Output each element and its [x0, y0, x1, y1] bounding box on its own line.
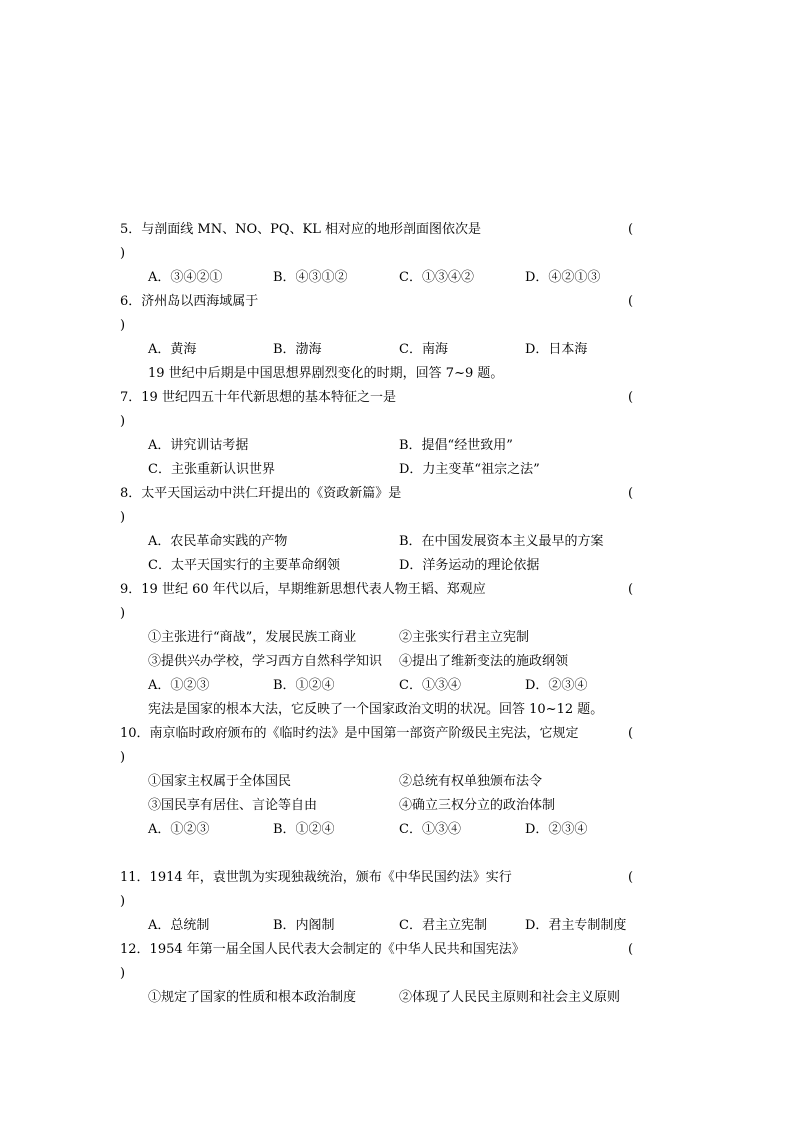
q10-option-d: D．②③④ — [525, 822, 588, 837]
q6-option-b: B．渤海 — [273, 342, 322, 357]
q11-close-paren: ) — [120, 894, 126, 909]
q8-option-d: D．洋务运动的理论依据 — [399, 558, 540, 573]
q11-option-c: C．君主立宪制 — [399, 918, 487, 933]
q7-option-c: C．主张重新认识世界 — [148, 462, 275, 477]
q9-statement-3: ③提供兴办学校，学习西方自然科学知识 — [148, 654, 383, 669]
q8-option-b: B．在中国发展资本主义最早的方案 — [399, 534, 604, 549]
q11-option-b: B．内阁制 — [273, 918, 335, 933]
q11-stem: 11．1914 年，袁世凯为实现独裁统治，颁布《中华民国约法》实行 — [120, 870, 512, 885]
q9-close-paren: ) — [120, 606, 126, 621]
section-intro-7-9: 19 世纪中后期是中国思想界剧烈变化的时期，回答 7~9 题。 — [148, 366, 504, 381]
q12-open-paren: ( — [628, 942, 634, 957]
q9-option-d: D．②③④ — [525, 678, 588, 693]
q6-close-paren: ) — [120, 318, 126, 333]
q11-open-paren: ( — [628, 870, 634, 885]
q9-open-paren: ( — [628, 582, 634, 597]
q10-open-paren: ( — [628, 726, 634, 741]
q5-option-b: B．④③①② — [273, 270, 348, 285]
q5-option-a: A．③④②① — [148, 270, 223, 285]
q10-statement-1: ①国家主权属于全体国民 — [148, 774, 292, 789]
q11-option-d: D．君主专制制度 — [525, 918, 627, 933]
q8-stem: 8．太平天国运动中洪仁玕提出的《资政新篇》是 — [120, 486, 402, 501]
q5-option-d: D．④②①③ — [525, 270, 601, 285]
q9-stem: 9．19 世纪 60 年代以后，早期维新思想代表人物王韬、郑观应 — [120, 582, 486, 597]
section-intro-10-12: 宪法是国家的根本大法，它反映了一个国家政治文明的状况。回答 10~12 题。 — [148, 702, 604, 717]
q9-statement-4: ④提出了维新变法的施政纲领 — [399, 654, 569, 669]
q10-option-c: C．①③④ — [399, 822, 461, 837]
q6-option-d: D．日本海 — [525, 342, 588, 357]
q9-option-c: C．①③④ — [399, 678, 461, 693]
q11-option-a: A．总统制 — [148, 918, 210, 933]
q8-open-paren: ( — [628, 486, 634, 501]
q7-option-d: D．力主变革“祖宗之法” — [399, 462, 540, 477]
q10-close-paren: ) — [120, 750, 126, 765]
q12-close-paren: ) — [120, 966, 126, 981]
q5-option-c: C．①③④② — [399, 270, 474, 285]
q9-option-a: A．①②③ — [148, 678, 210, 693]
q10-option-a: A．①②③ — [148, 822, 210, 837]
q5-close-paren: ) — [120, 246, 126, 261]
q10-statement-3: ③国民享有居住、言论等自由 — [148, 798, 318, 813]
q6-stem: 6．济州岛以西海域属于 — [120, 294, 259, 309]
q7-close-paren: ) — [120, 414, 126, 429]
q12-stem: 12．1954 年第一届全国人民代表大会制定的《中华人民共和国宪法》 — [120, 942, 525, 957]
q6-open-paren: ( — [628, 294, 634, 309]
q10-stem: 10．南京临时政府颁布的《临时约法》是中国第一部资产阶级民主宪法，它规定 — [120, 726, 579, 741]
q8-close-paren: ) — [120, 510, 126, 525]
q12-statement-1: ①规定了国家的性质和根本政治制度 — [148, 990, 357, 1005]
q6-option-c: C．南海 — [399, 342, 448, 357]
q9-statement-2: ②主张实行君主立宪制 — [399, 630, 530, 645]
q7-stem: 7．19 世纪四五十年代新思想的基本特征之一是 — [120, 390, 396, 405]
q7-open-paren: ( — [628, 390, 634, 405]
q10-option-b: B．①②④ — [273, 822, 335, 837]
q10-statement-2: ②总统有权单独颁布法令 — [399, 774, 543, 789]
q7-option-a: A．讲究训诂考据 — [148, 438, 249, 453]
q8-option-c: C．太平天国实行的主要革命纲领 — [148, 558, 340, 573]
q5-open-paren: ( — [628, 222, 634, 237]
q12-statement-2: ②体现了人民民主原则和社会主义原则 — [399, 990, 621, 1005]
q9-statement-1: ①主张进行“商战”，发展民族工商业 — [148, 630, 357, 645]
q10-statement-4: ④确立三权分立的政治体制 — [399, 798, 556, 813]
q6-option-a: A．黄海 — [148, 342, 197, 357]
q9-option-b: B．①②④ — [273, 678, 335, 693]
q8-option-a: A．农民革命实践的产物 — [148, 534, 288, 549]
q5-stem: 5．与剖面线 MN、NO、PQ、KL 相对应的地形剖面图依次是 — [120, 222, 482, 237]
q7-option-b: B．提倡“经世致用” — [399, 438, 513, 453]
